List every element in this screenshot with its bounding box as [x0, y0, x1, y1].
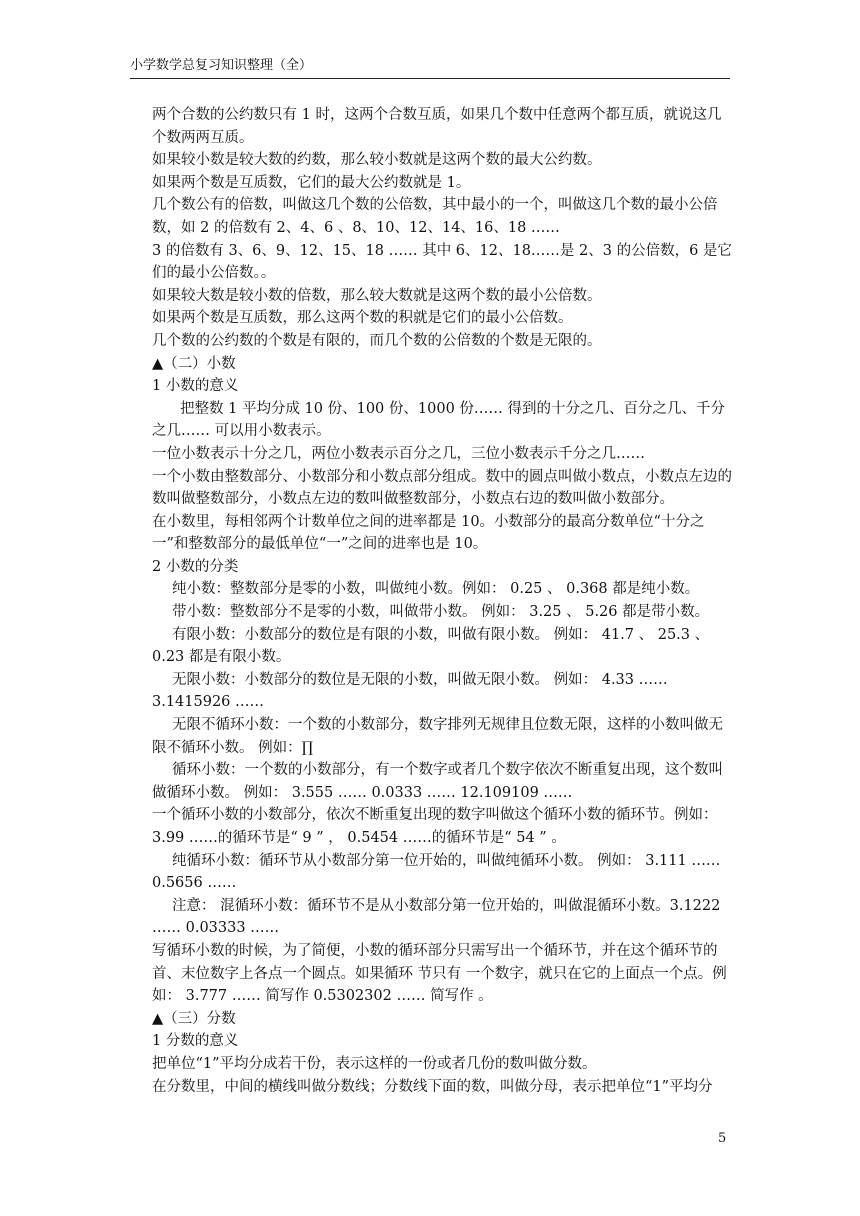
paragraph: 无限小数：小数部分的数位是无限的小数，叫做无限小数。 例如： 4.33 ……3.1415926 …… [152, 671, 668, 711]
paragraph: 如果两个数是互质数，它们的最大公约数就是 1。 [152, 174, 471, 191]
paragraph: 几个数的公约数的个数是有限的，而几个数的公倍数的个数是无限的。 [152, 332, 602, 349]
paragraph: 把整数 1 平均分成 10 份、100 份、1000 份…… 得到的十分之几、百分之几、千分之几…… 可以用小数表示。 [152, 400, 726, 440]
paragraph: 如果较小数是较大数的约数，那么较小数就是这两个数的最大公约数。 [152, 152, 602, 169]
paragraph: 无限不循环小数：一个数的小数部分，数字排列无规律且位数无限，这样的小数叫做无限不循环小数。 例如：∏ [152, 717, 723, 756]
paragraph: 如果两个数是互质数，那么这两个数的积就是它们的最小公倍数。 [152, 310, 573, 327]
page-number: 5 [718, 1131, 727, 1146]
paragraph: 循环小数：一个数的小数部分，有一个数字或者几个数字依次不断重复出现，这个数叫做循环小数。 例如： 3.555 …… 0.0333 …… 12.109109 …… [152, 762, 723, 801]
paragraph: 两个合数的公约数只有 1 时，这两个合数互质，如果几个数中任意两个都互质，就说这几个数两两互质。 [152, 107, 722, 146]
paragraph: 在小数里，每相邻两个计数单位之间的进率都是 10。小数部分的最高分数单位“十分之一”和整数部分的最低单位“一”之间的进率也是 10。 [152, 513, 705, 553]
paragraph: 几个数公有的倍数，叫做这几个数的公倍数，其中最小的一个，叫做这几个数的最小公倍数，如 2 的倍数有 2、4、6 、8、10、12、14、16、18 …… [152, 197, 718, 236]
paragraph: 如果较大数是较小数的倍数，那么较大数就是这两个数的最小公倍数。 [152, 287, 602, 304]
paragraph: 注意： 混循环小数：循环节不是从小数部分第一位开始的，叫做混循环小数。3.1222 …… 0.03333 …… [152, 897, 721, 937]
paragraph: 在分数里，中间的横线叫做分数线；分数线下面的数，叫做分母，表示把单位“1”平均分 [152, 1078, 713, 1095]
paragraph: 一个循环小数的小数部分，依次不断重复出现的数字叫做这个循环小数的循环节。例如：3.99 ……的循环节是“ 9 ” ， 0.5454 ……的循环节是“ 54 ” 。 [152, 807, 718, 846]
paragraph: 有限小数：小数部分的数位是有限的小数，叫做有限小数。 例如： 41.7 、 25.3 、0.23 都是有限小数。 [152, 626, 710, 666]
subsection-heading: 2 小数的分类 [152, 558, 239, 575]
paragraph: 纯循环小数：循环节从小数部分第一位开始的，叫做纯循环小数。 例如： 3.111 ……0.5656 …… [152, 852, 721, 892]
paragraph: 把单位“1”平均分成若干份，表示这样的一份或者几份的数叫做分数。 [152, 1055, 597, 1072]
paragraph: 写循环小数的时候，为了简便，小数的循环部分只需写出一个循环节，并在这个循环节的首、末位数字上各点一个圆点。如果循环 节只有 一个数字，就只在它的上面点一个点。例如： 3.777 …… 简写作 0.5302302 …… 简写作 。 [152, 942, 727, 1005]
paragraph: 3 的倍数有 3、6、9、12、15、18 …… 其中 6、12、18……是 2、3 的公倍数，6 是它们的最小公倍数。。 [152, 242, 732, 282]
paragraph: 一位小数表示十分之几，两位小数表示百分之几，三位小数表示千分之几…… [152, 445, 645, 462]
paragraph: 纯小数：整数部分是零的小数，叫做纯小数。例如： 0.25 、 0.368 都是纯小数。 [172, 581, 700, 598]
subsection-heading: 1 小数的意义 [152, 378, 239, 395]
page-header: 小学数学总复习知识整理（全） [130, 58, 730, 79]
section-heading: ▲（二）小数 [152, 355, 236, 372]
document-body [152, 104, 732, 1098]
paragraph: 一个小数由整数部分、小数部分和小数点部分组成。数中的圆点叫做小数点，小数点左边的数叫做整数部分，小数点左边的数叫做整数部分，小数点右边的数叫做小数部分。 [152, 468, 732, 508]
section-heading: ▲（三）分数 [152, 1010, 236, 1027]
paragraph: 带小数：整数部分不是零的小数，叫做带小数。 例如： 3.25 、 5.26 都是带小数。 [172, 604, 710, 621]
subsection-heading: 1 分数的意义 [152, 1033, 239, 1050]
